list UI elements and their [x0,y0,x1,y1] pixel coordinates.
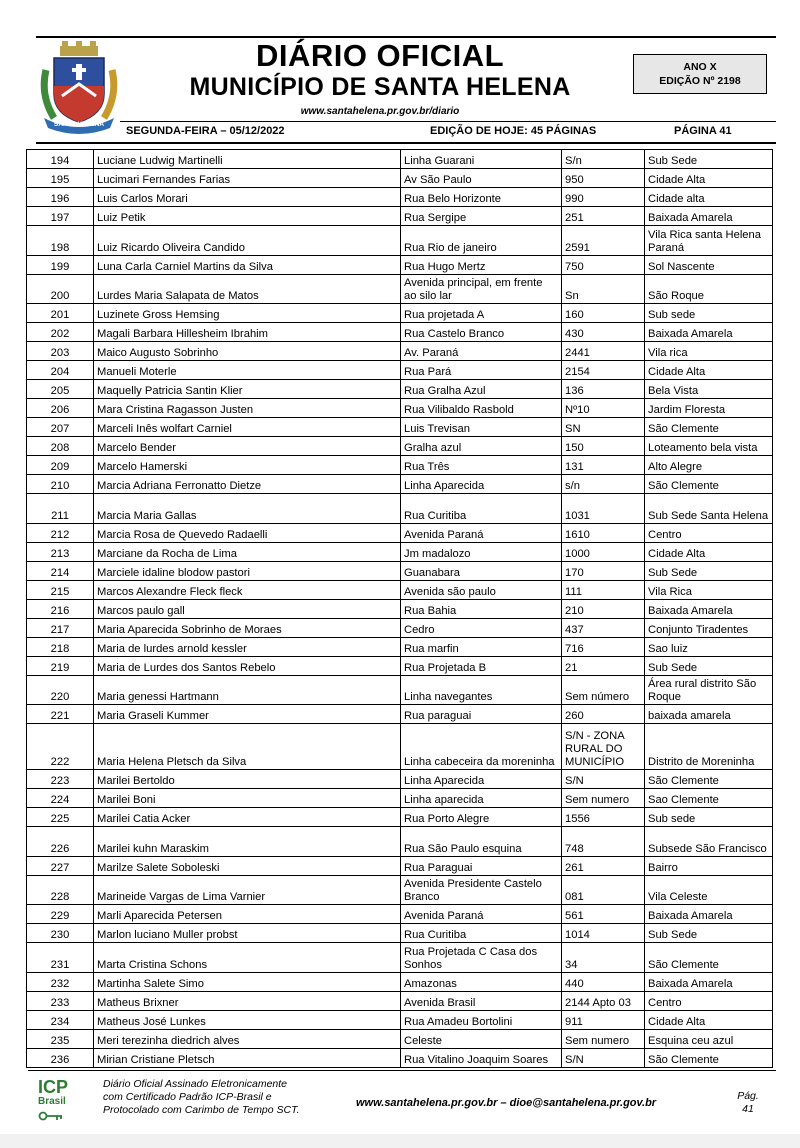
house-number: 251 [562,207,645,226]
house-number: 440 [562,972,645,991]
table-row [27,827,773,857]
entry-number: 206 [27,399,94,418]
person-name: Lucimari Fernandes Farias [94,169,401,188]
street-address: Rua Três [401,456,562,475]
person-name: Luis Carlos Morari [94,188,401,207]
house-number: 950 [562,169,645,188]
table-row [27,207,773,226]
neighborhood: Distrito de Moreninha [645,724,773,770]
neighborhood: Sub sede [645,808,773,827]
street-address: Avenida Paraná [401,905,562,924]
person-name: Lurdes Maria Salapata de Matos [94,274,401,304]
person-name: Martinha Salete Simo [94,972,401,991]
table-row [27,188,773,207]
person-name: Luzinete Gross Hemsing [94,304,401,323]
footer-page-number [728,1090,768,1116]
page-indicator: PÁGINA 41 [674,125,732,137]
neighborhood: Vila Rica [645,580,773,599]
person-name: Maquelly Patricia Santin Klier [94,380,401,399]
street-address: Rua Vitalino Joaquim Soares [401,1048,562,1067]
street-address: Linha Aparecida [401,770,562,789]
table-row [27,456,773,475]
table-row [27,399,773,418]
entry-number: 226 [27,827,94,857]
entry-number: 228 [27,875,94,905]
person-name: Marlon luciano Muller probst [94,924,401,943]
neighborhood: São Clemente [645,770,773,789]
street-address: Avenida Brasil [401,991,562,1010]
person-name: Marta Cristina Schons [94,943,401,973]
entry-number: 218 [27,637,94,656]
street-address: Rua Projetada B [401,656,562,675]
street-address: Rua Curitiba [401,494,562,524]
footer-page-label: Pág. [737,1090,759,1102]
neighborhood: Alto Alegre [645,456,773,475]
table-row [27,675,773,705]
table-row [27,705,773,724]
house-number: 21 [562,656,645,675]
entry-number: 213 [27,542,94,561]
street-address: Celeste [401,1029,562,1048]
house-number: 111 [562,580,645,599]
street-address: Av. Paraná [401,342,562,361]
table-row [27,169,773,188]
neighborhood: São Clemente [645,418,773,437]
entry-number: 196 [27,188,94,207]
street-address: Linha aparecida [401,789,562,808]
house-number: 2591 [562,226,645,256]
table-row [27,380,773,399]
registry-table [26,149,773,1068]
neighborhood: Área rural distrito São Roque [645,675,773,705]
house-number: 210 [562,599,645,618]
footer-contact[interactable]: www.santahelena.pr.gov.br – dioe@santahelena.pr.gov.br [356,1097,657,1109]
header-sub-rule [120,121,776,122]
house-number: 561 [562,905,645,924]
table-row [27,542,773,561]
entry-number: 210 [27,475,94,494]
street-address: Luis Trevisan [401,418,562,437]
house-number: 2144 Apto 03 [562,991,645,1010]
municipality-title: MUNICÍPIO DE SANTA HELENA [189,73,571,101]
neighborhood: Cidade Alta [645,169,773,188]
entry-number: 215 [27,580,94,599]
table-row [27,494,773,524]
house-number: 1031 [562,494,645,524]
table-row [27,226,773,256]
house-number: 1000 [562,542,645,561]
table-row [27,1029,773,1048]
person-name: Marcia Rosa de Quevedo Radaelli [94,523,401,542]
person-name: Matheus Brixner [94,991,401,1010]
table-row [27,875,773,905]
entry-number: 223 [27,770,94,789]
entry-number: 209 [27,456,94,475]
street-address: Avenida principal, em frente ao silo lar [401,274,562,304]
street-address: Avenida Presidente Castelo Branco [401,875,562,905]
house-number: 160 [562,304,645,323]
house-number: Sem numero [562,789,645,808]
house-number: 990 [562,188,645,207]
entry-number: 233 [27,991,94,1010]
publication-title: DIÁRIO OFICIAL [255,38,505,73]
person-name: Maria de lurdes arnold kessler [94,637,401,656]
neighborhood: Cidade Alta [645,542,773,561]
neighborhood: Sub Sede [645,150,773,169]
person-name: Matheus José Lunkes [94,1010,401,1029]
street-address: Avenida são paulo [401,580,562,599]
house-number: 1556 [562,808,645,827]
signature-line: Protocolado com Carimbo de Tempo SCT. [103,1104,300,1116]
neighborhood: Sub Sede Santa Helena [645,494,773,524]
neighborhood: Vila Rica santa Helena Paraná [645,226,773,256]
entry-number: 211 [27,494,94,524]
entry-number: 198 [27,226,94,256]
neighborhood: Baixada Amarela [645,972,773,991]
entry-number: 199 [27,255,94,274]
table-row [27,943,773,973]
entry-number: 236 [27,1048,94,1067]
entry-number: 207 [27,418,94,437]
entry-number: 225 [27,808,94,827]
house-number: s/n [562,475,645,494]
icp-logo-text: ICP [38,1077,69,1097]
person-name: Maria genessi Hartmann [94,675,401,705]
table-row [27,656,773,675]
house-number: S/N [562,770,645,789]
street-address: Rua Amadeu Bortolini [401,1010,562,1029]
street-address: Linha cabeceira da moreninha [401,724,562,770]
entry-number: 203 [27,342,94,361]
street-address: Rua Paraguai [401,856,562,875]
street-address: Linha Guarani [401,150,562,169]
entry-number: 222 [27,724,94,770]
street-address: Rua Projetada C Casa dos Sonhos [401,943,562,973]
person-name: Maico Augusto Sobrinho [94,342,401,361]
entry-number: 231 [27,943,94,973]
entry-number: 194 [27,150,94,169]
signature-notice [103,1078,343,1117]
table-row [27,580,773,599]
entry-number: 217 [27,618,94,637]
table-row [27,599,773,618]
neighborhood: Sub Sede [645,561,773,580]
house-number: Nº10 [562,399,645,418]
table-row [27,475,773,494]
neighborhood: Cidade alta [645,188,773,207]
table-row [27,342,773,361]
edition-box [633,54,767,94]
street-address: Rua Belo Horizonte [401,188,562,207]
entry-number: 205 [27,380,94,399]
table-row [27,1010,773,1029]
street-address: Rua Rio de janeiro [401,226,562,256]
key-icon [38,1111,64,1121]
neighborhood: Sub Sede [645,924,773,943]
entry-number: 230 [27,924,94,943]
bottom-band [0,1134,800,1148]
header-bottom-rule [36,142,776,144]
street-address: Linha navegantes [401,675,562,705]
person-name: Maria Graseli Kummer [94,705,401,724]
neighborhood: Baixada Amarela [645,905,773,924]
neighborhood: Jardim Floresta [645,399,773,418]
street-address: Rua Vilibaldo Rasbold [401,399,562,418]
neighborhood: Vila Celeste [645,875,773,905]
logo-ribbon-text: SANTA HELENA [53,121,105,128]
house-number: 1610 [562,523,645,542]
house-number: 750 [562,255,645,274]
street-address: Rua projetada A [401,304,562,323]
person-name: Marilei Catia Acker [94,808,401,827]
neighborhood: baixada amarela [645,705,773,724]
house-number: S/n [562,150,645,169]
website-link[interactable]: www.santahelena.pr.gov.br/diario [300,106,460,117]
street-address: Rua Castelo Branco [401,323,562,342]
person-name: Luiz Petik [94,207,401,226]
pages-today: EDIÇÃO DE HOJE: 45 PÁGINAS [430,125,597,137]
table-row [27,856,773,875]
house-number: 430 [562,323,645,342]
entry-number: 229 [27,905,94,924]
entry-number: 216 [27,599,94,618]
signature-line: com Certificado Padrão ICP-Brasil e [103,1091,272,1103]
registry-table-body [27,150,773,1068]
neighborhood: Sub Sede [645,656,773,675]
person-name: Mara Cristina Ragasson Justen [94,399,401,418]
neighborhood: Centro [645,991,773,1010]
person-name: Marcia Adriana Ferronatto Dietze [94,475,401,494]
street-address: Rua marfin [401,637,562,656]
neighborhood: Baixada Amarela [645,207,773,226]
house-number: SN [562,418,645,437]
edition-number: EDIÇÃO Nº 2198 [659,75,741,87]
footer-page-value: 41 [742,1103,754,1115]
house-number: 150 [562,437,645,456]
person-name: Luciane Ludwig Martinelli [94,150,401,169]
neighborhood: Baixada Amarela [645,599,773,618]
entry-number: 201 [27,304,94,323]
year-label: ANO X [683,61,717,73]
entry-number: 234 [27,1010,94,1029]
person-name: Marcos Alexandre Fleck fleck [94,580,401,599]
table-row [27,523,773,542]
entry-number: 220 [27,675,94,705]
person-name: Meri terezinha diedrich alves [94,1029,401,1048]
neighborhood: Sol Nascente [645,255,773,274]
street-address: Rua Porto Alegre [401,808,562,827]
entry-number: 227 [27,856,94,875]
neighborhood: Sub sede [645,304,773,323]
table-row [27,972,773,991]
person-name: Marilei Boni [94,789,401,808]
street-address: Av São Paulo [401,169,562,188]
table-row [27,418,773,437]
street-address: Rua Pará [401,361,562,380]
house-number: 2154 [562,361,645,380]
neighborhood: Loteamento bela vista [645,437,773,456]
street-address: Rua São Paulo esquina [401,827,562,857]
neighborhood: Subsede São Francisco [645,827,773,857]
person-name: Marilze Salete Soboleski [94,856,401,875]
street-address: Rua Hugo Mertz [401,255,562,274]
street-address: Linha Aparecida [401,475,562,494]
person-name: Marcia Maria Gallas [94,494,401,524]
person-name: Marilei kuhn Maraskim [94,827,401,857]
house-number: Sem numero [562,1029,645,1048]
person-name: Marciane da Rocha de Lima [94,542,401,561]
entry-number: 235 [27,1029,94,1048]
table-row [27,905,773,924]
entry-number: 224 [27,789,94,808]
neighborhood: São Clemente [645,475,773,494]
house-number: 748 [562,827,645,857]
house-number: 260 [562,705,645,724]
house-number: Sem número [562,675,645,705]
street-address: Gralha azul [401,437,562,456]
person-name: Maria Helena Pletsch da Silva [94,724,401,770]
street-address: Rua Bahia [401,599,562,618]
neighborhood: São Roque [645,274,773,304]
house-number: Sn [562,274,645,304]
table-row [27,150,773,169]
street-address: Amazonas [401,972,562,991]
neighborhood: Baixada Amarela [645,323,773,342]
table-row [27,808,773,827]
street-address: Rua Gralha Azul [401,380,562,399]
icp-logo-subtext: Brasil [38,1096,66,1107]
neighborhood: Sao Clemente [645,789,773,808]
neighborhood: Sao luiz [645,637,773,656]
entry-number: 197 [27,207,94,226]
street-address: Cedro [401,618,562,637]
house-number: 170 [562,561,645,580]
person-name: Maria de Lurdes dos Santos Rebelo [94,656,401,675]
edition-date: SEGUNDA-FEIRA – 05/12/2022 [126,125,285,137]
house-number: 1014 [562,924,645,943]
street-address: Rua Sergipe [401,207,562,226]
table-row [27,770,773,789]
person-name: Maria Aparecida Sobrinho de Moraes [94,618,401,637]
person-name: Magali Barbara Hillesheim Ibrahim [94,323,401,342]
house-number: 081 [562,875,645,905]
neighborhood: Cidade Alta [645,361,773,380]
neighborhood: Bela Vista [645,380,773,399]
house-number: 2441 [562,342,645,361]
table-row [27,274,773,304]
entry-number: 202 [27,323,94,342]
house-number: 261 [562,856,645,875]
neighborhood: São Clemente [645,943,773,973]
house-number: 131 [562,456,645,475]
neighborhood: Bairro [645,856,773,875]
person-name: Marceli Inês wolfart Carniel [94,418,401,437]
table-row [27,637,773,656]
house-number: 716 [562,637,645,656]
table-row [27,991,773,1010]
table-row [27,561,773,580]
table-row [27,323,773,342]
table-row [27,304,773,323]
street-address: Jm madalozo [401,542,562,561]
entry-number: 212 [27,523,94,542]
neighborhood: Centro [645,523,773,542]
entry-number: 200 [27,274,94,304]
house-number: 911 [562,1010,645,1029]
house-number: 34 [562,943,645,973]
person-name: Mirian Cristiane Pletsch [94,1048,401,1067]
person-name: Marli Aparecida Petersen [94,905,401,924]
entry-number: 208 [27,437,94,456]
table-row [27,618,773,637]
person-name: Marineide Vargas de Lima Varnier [94,875,401,905]
footer-rule [28,1070,776,1071]
table-row [27,789,773,808]
neighborhood: Conjunto Tiradentes [645,618,773,637]
edition-info-bar [120,124,776,140]
house-number: S/N - ZONA RURAL DO MUNICÍPIO [562,724,645,770]
person-name: Marcos paulo gall [94,599,401,618]
person-name: Luiz Ricardo Oliveira Candido [94,226,401,256]
street-address: Guanabara [401,561,562,580]
neighborhood: Vila rica [645,342,773,361]
house-number: 437 [562,618,645,637]
entry-number: 221 [27,705,94,724]
coat-of-arms-logo [38,40,120,134]
signature-line: Diário Oficial Assinado Eletronicamente [103,1078,288,1090]
person-name: Luna Carla Carniel Martins da Silva [94,255,401,274]
table-row [27,924,773,943]
house-number: S/N [562,1048,645,1067]
table-row [27,1048,773,1067]
entry-number: 214 [27,561,94,580]
table-row [27,437,773,456]
neighborhood: Esquina ceu azul [645,1029,773,1048]
icp-brasil-logo [38,1078,80,1122]
street-address: Rua Curitiba [401,924,562,943]
neighborhood: São Clemente [645,1048,773,1067]
entry-number: 204 [27,361,94,380]
table-row [27,361,773,380]
person-name: Marilei Bertoldo [94,770,401,789]
entry-number: 232 [27,972,94,991]
table-row [27,724,773,770]
person-name: Marcelo Bender [94,437,401,456]
entry-number: 195 [27,169,94,188]
person-name: Manueli Moterle [94,361,401,380]
street-address: Rua paraguai [401,705,562,724]
street-address: Avenida Paraná [401,523,562,542]
house-number: 136 [562,380,645,399]
person-name: Marcelo Hamerski [94,456,401,475]
neighborhood: Cidade Alta [645,1010,773,1029]
entry-number: 219 [27,656,94,675]
table-row [27,255,773,274]
person-name: Marciele idaline blodow pastori [94,561,401,580]
